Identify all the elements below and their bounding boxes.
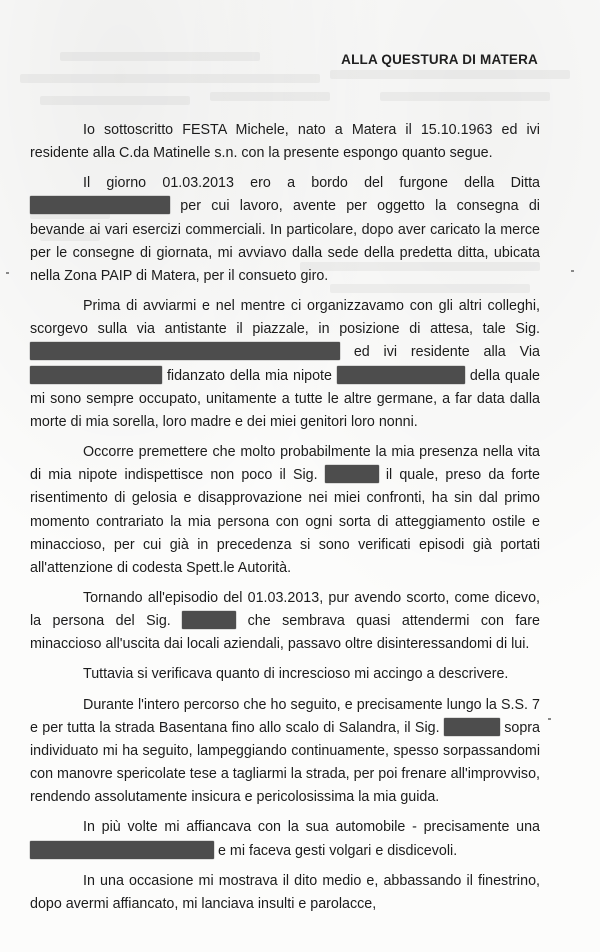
- paragraph-text: sopra individuato mi ha seguito, lampeggiando continuamente, spesso sorpassandomi con manovre spericolate tese a tagliarmi la strada, per poi frenare all'improvviso, rendendo assolutamente insicura e pericolosissima la mia guida.: [30, 719, 540, 806]
- redaction-block: [30, 366, 162, 384]
- paragraph-text: Il giorno 01.03.2013 ero a bordo del furgone della Ditta: [83, 175, 540, 192]
- redaction-block: [30, 196, 170, 214]
- document-heading: ALLA QUESTURA DI MATERA: [341, 52, 538, 67]
- redaction-block: [30, 841, 214, 859]
- paragraph-5: [30, 587, 540, 656]
- paragraph-text: In una occasione mi mostrava il dito medio e, abbassando il finestrino, dopo avermi affiancato, mi lanciava insulti e parolacce,: [30, 872, 540, 912]
- paragraph-7: [30, 694, 540, 810]
- scan-speck: [571, 270, 574, 272]
- paragraph-3: [30, 295, 540, 434]
- paragraph-text: il quale, preso da forte risentimento di gelosia e disapprovazione nei miei confronti, ha sin dal primo momento contrariato la mia persona con ogni sorta di atteggiamento ostile e minaccioso, per cui già in precedenza si sono verificati episodi già portati all'attenzione di codesta Spett.le Autorità.: [30, 467, 540, 576]
- redaction-block: [30, 342, 340, 360]
- scan-speck: [6, 272, 9, 274]
- paragraph-text: In più volte mi affiancava con la sua automobile - precisamente una: [83, 819, 540, 836]
- paragraph-4: [30, 441, 540, 580]
- paragraph-text: ed ivi residente alla Via: [353, 344, 540, 361]
- paragraph-text: Io sottoscritto FESTA Michele, nato a Matera il 15.10.1963 ed ivi residente alla C.da Matinelle s.n. con la presente espongo quanto segue.: [30, 122, 540, 162]
- paragraph-text: fidanzato della mia nipote: [166, 367, 332, 384]
- paragraph-text: Occorre premettere che molto probabilmente la mia presenza nella vita di mia nipote indispettisce non poco il Sig.: [30, 444, 540, 484]
- paragraph-text: Tuttavia si verificava quanto di increscioso mi accingo a descrivere.: [83, 666, 509, 683]
- paragraph-text: Prima di avviarmi e nel mentre ci organizzavamo con gli altri colleghi, scorgevo sulla via antistante il piazzale, in posizione di attesa, tale Sig.: [30, 298, 540, 338]
- paragraph-8: [30, 816, 540, 862]
- redaction-block: [182, 611, 236, 629]
- paragraph-text: per cui lavoro, avente per oggetto la consegna di bevande ai vari esercizi commerciali. In particolare, dopo aver caricato la merce per le consegne di giornata, mi avviavo dalla sede della predetta ditta, ubicata nella Zona PAIP di Matera, per il consueto giro.: [30, 198, 540, 284]
- paragraph-2: [30, 172, 540, 288]
- paragraph-text: che sembrava quasi attendermi con fare minaccioso all'uscita dai locali aziendali, passavo oltre disinteressandomi di lui.: [30, 613, 540, 653]
- redaction-block: [444, 718, 500, 736]
- paragraph-text: della quale mi sono sempre occupato, unitamente a tutte le altre germane, a far data dalla morte di mia sorella, loro madre e dei miei genitori loro nonni.: [30, 367, 540, 430]
- paragraph-text: e mi faceva gesti volgari e disdicevoli.: [217, 842, 458, 859]
- paragraph-9: [30, 870, 540, 916]
- document-body: [30, 119, 540, 923]
- redaction-block: [325, 465, 379, 483]
- paragraph-1: [30, 119, 540, 165]
- paragraph-6: [30, 663, 540, 686]
- paragraph-text: Durante l'intero percorso che ho seguito, e precisamente lungo la S.S. 7 e per tutta la strada Basentana fino allo scalo di Salandra, il Sig.: [30, 696, 540, 736]
- scan-speck: [548, 718, 551, 720]
- paragraph-text: Tornando all'episodio del 01.03.2013, pur avendo scorto, come dicevo, la persona del Sig.: [30, 589, 540, 630]
- redaction-block: [337, 366, 465, 384]
